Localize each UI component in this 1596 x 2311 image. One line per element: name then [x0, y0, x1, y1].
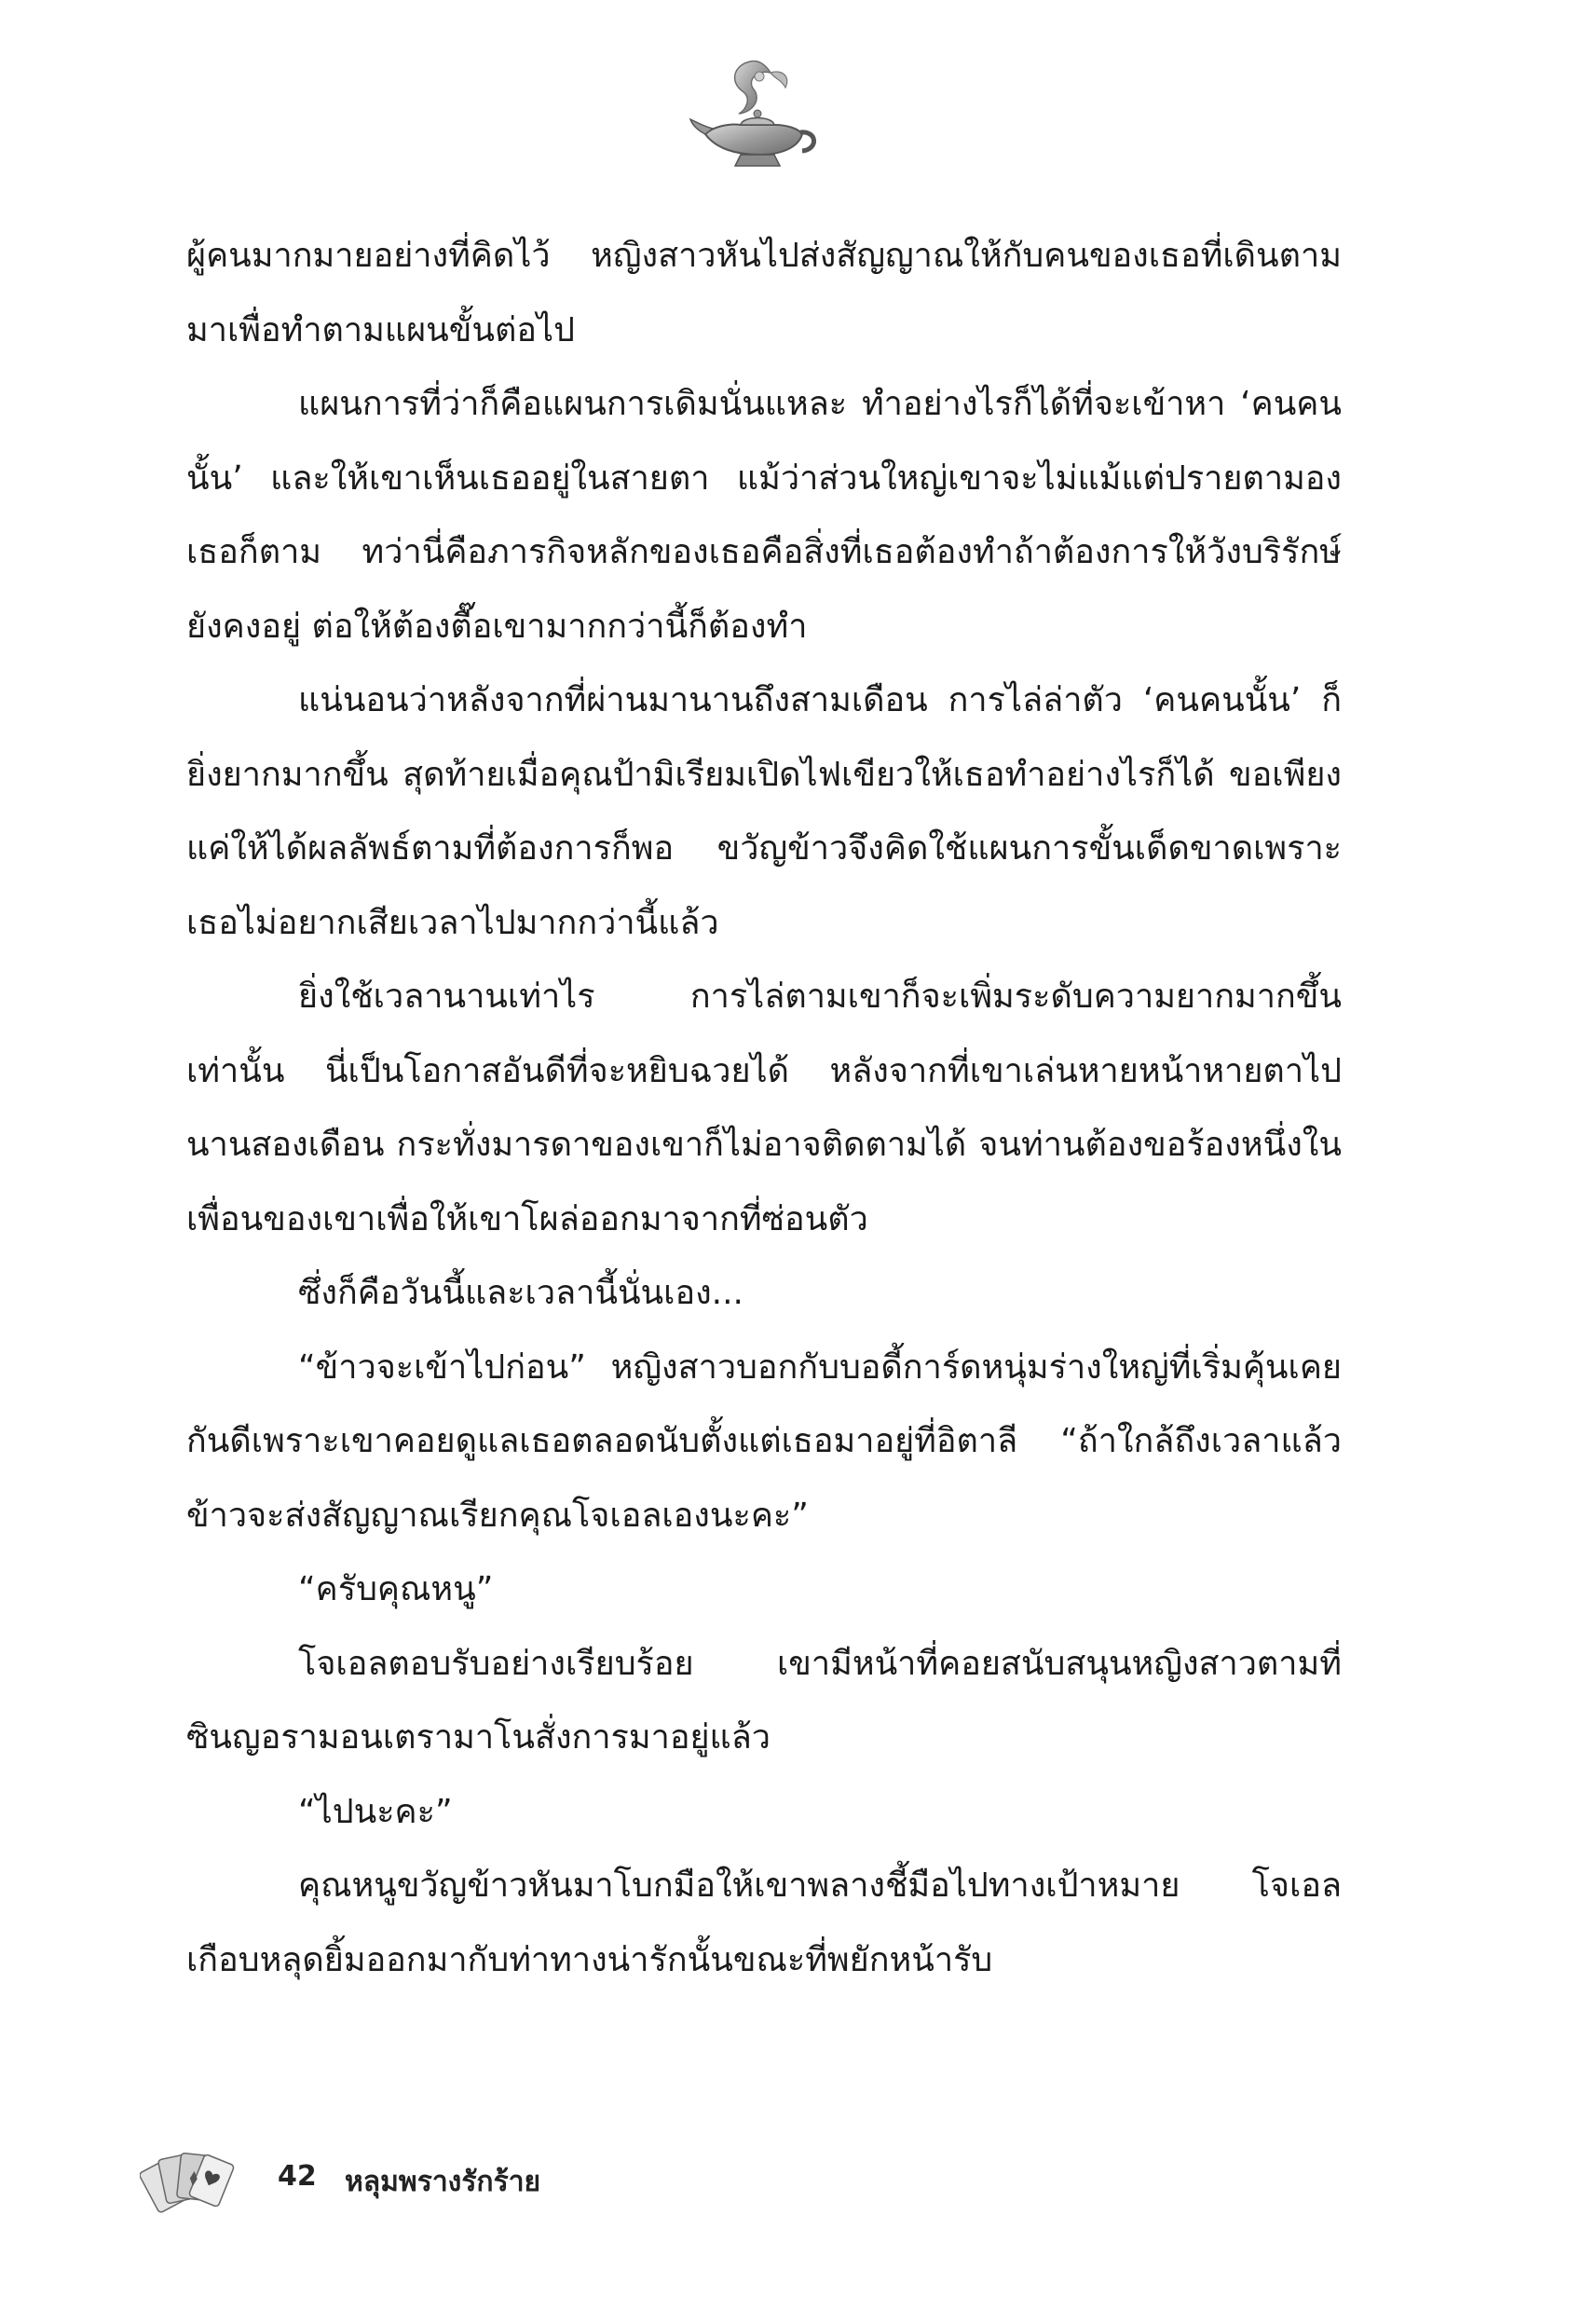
paragraph: คุณหนูขวัญข้าวหันมาโบกมือให้เขาพลางชี้มือไปทางเป้าหมาย โจเอลเกือบหลุดยิ้มออกมากับท่าทางน่ารักนั้นขณะที่พยักหน้ารับ [186, 1867, 1342, 1979]
paragraph: ยิ่งใช้เวลานานเท่าไร การไล่ตามเขาก็จะเพิ่มระดับความยากมากขึ้นเท่านั้น นี่เป็นโอกาสอันดีที่จะหยิบฉวยได้ หลังจากที่เขาเล่นหายหน้าหายตาไปนานสองเดือน กระทั่งมารดาของเขาก็ไม่อาจติดตามได้ จนท่านต้องขอร้องหนึ่งในเพื่อนของเขาเพื่อให้เขาโผล่ออกมาจากที่ซ่อนตัว [186, 978, 1342, 1238]
paragraph: “ครับคุณหนู” [298, 1570, 494, 1608]
page-number: 42 [278, 2160, 317, 2193]
paragraph: ซึ่งก็คือวันนี้และเวลานี้นั่นเอง... [298, 1274, 744, 1312]
body-text [186, 219, 1342, 1997]
book-title: หลุมพรางรักร้าย [345, 2166, 541, 2198]
paragraph: แผนการที่ว่าก็คือแผนการเดิมนั่นแหละ ทำอย่างไรก็ได้ที่จะเข้าหา ‘คนคนนั้น’ และให้เขาเห็นเธออยู่ในสายตา แม้ว่าส่วนใหญ่เขาจะไม่แม้แต่ปรายตามองเธอก็ตาม ทว่านี่คือภารกิจหลักของเธอคือสิ่งที่เธอต้องทำถ้าต้องการให้วังบริรักษ์ยังคงอยู่ ต่อให้ต้องตื๊อเขามากกว่านี้ก็ต้องทำ [186, 385, 1342, 646]
paragraph: แน่นอนว่าหลังจากที่ผ่านมานานถึงสามเดือน การไล่ล่าตัว ‘คนคนนั้น’ ก็ยิ่งยากมากขึ้น สุดท้ายเมื่อคุณป้ามิเรียมเปิดไฟเขียวให้เธอทำอย่างไรก็ได้ ขอเพียงแค่ให้ได้ผลลัพธ์ตามที่ต้องการก็พอ ขวัญข้าวจึงคิดใช้แผนการขั้นเด็ดขาดเพราะเธอไม่อยากเสียเวลาไปมากกว่านี้แล้ว [186, 681, 1342, 942]
paragraph: ผู้คนมากมายอย่างที่คิดไว้ หญิงสาวหันไปส่งสัญญาณให้กับคนของเธอที่เดินตามมาเพื่อทำตามแผนขั้นต่อไป [186, 237, 1342, 349]
page-footer [140, 2143, 699, 2227]
paragraph: โจเอลตอบรับอย่างเรียบร้อย เขามีหน้าที่คอยสนับสนุนหญิงสาวตามที่ซินญอรามอนเตรามาโนสั่งการมาอยู่แล้ว [186, 1644, 1342, 1757]
paragraph: “ข้าวจะเข้าไปก่อน” หญิงสาวบอกกับบอดี้การ์ดหนุ่มร่างใหญ่ที่เริ่มคุ้นเคยกันดีเพราะเขาคอยดูแลเธอตลอดนับตั้งแต่เธอมาอยู่ที่อิตาลี “ถ้าใกล้ถึงเวลาแล้วข้าวจะส่งสัญญาณเรียกคุณโจเอลเองนะคะ” [186, 1347, 1342, 1535]
paragraph: “ไปนะคะ” [298, 1792, 453, 1831]
genie-lamp-icon [685, 45, 825, 185]
playing-cards-icon [140, 2143, 242, 2218]
